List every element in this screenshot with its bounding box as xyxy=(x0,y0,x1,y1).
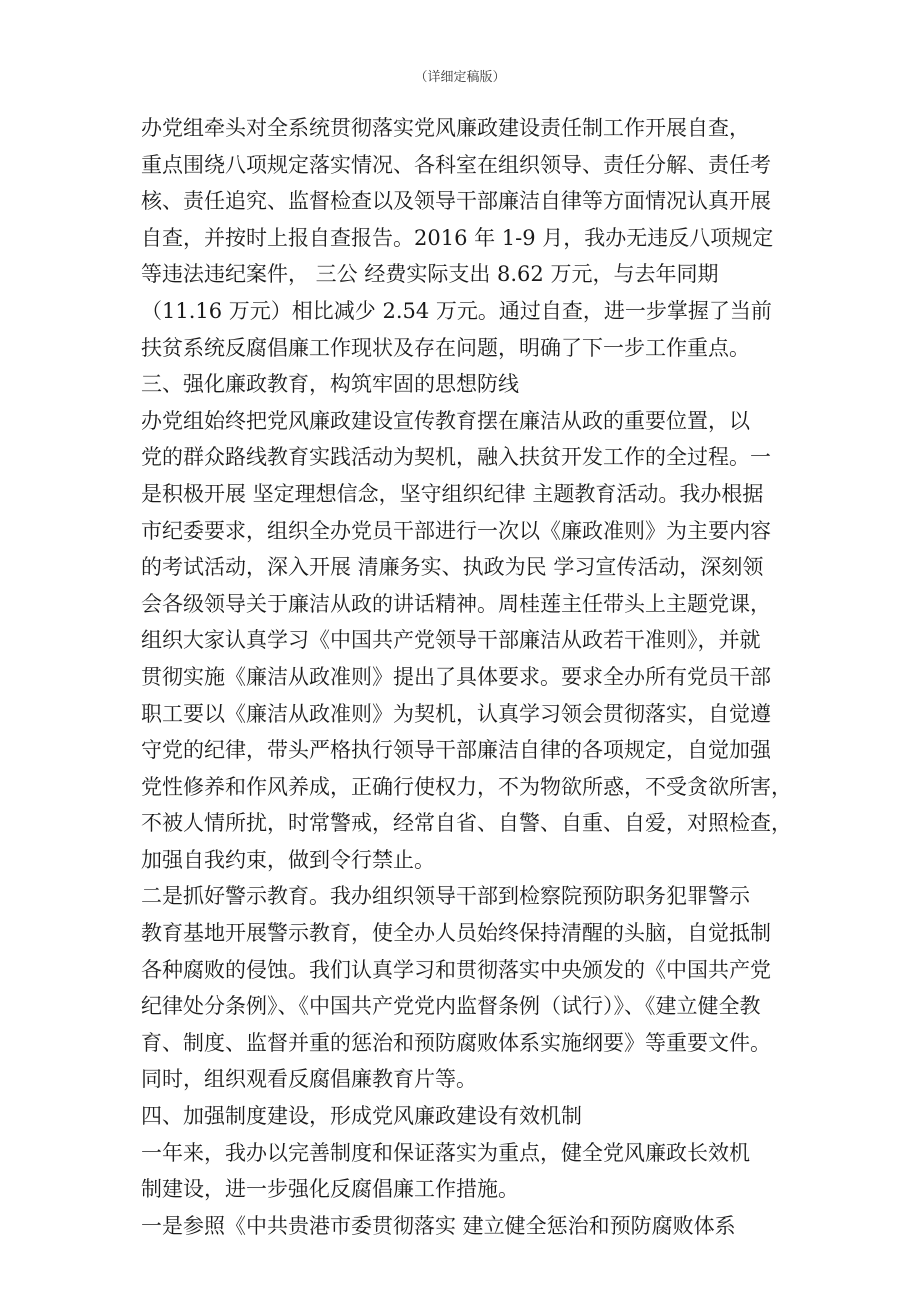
text-line: 三、强化廉政教育，构筑牢固的思想防线 xyxy=(141,372,519,397)
text-line: 各种腐败的侵蚀。我们认真学习和贯彻落实中央颁发的《中国共产党 xyxy=(141,957,771,982)
text-line: 制建设，进一步强化反腐倡廉工作措施。 xyxy=(141,1177,519,1202)
text-line: 二是抓好警示教育。我办组织领导干部到检察院预防职务犯罪警示 xyxy=(141,884,750,909)
text-line: 重点围绕八项规定落实情况、各科室在组织领导、责任分解、责任考 xyxy=(141,152,771,177)
text-line: 市纪委要求，组织全办党员干部进行一次以《廉政准则》为主要内容 xyxy=(141,518,771,543)
text-line: 四、加强制度建设，形成党风廉政建设有效机制 xyxy=(141,1104,582,1129)
text-line: （11.16 万元）相比减少 2.54 万元。通过自查，进一步掌握了当前 xyxy=(141,298,772,323)
text-line: 的考试活动，深入开展 清廉务实、执政为民 学习宣传活动，深刻领 xyxy=(141,555,764,580)
text-line: 组织大家认真学习《中国共产党领导干部廉洁从政若干准则》，并就 xyxy=(141,628,761,653)
text-line: 办党组牵头对全系统贯彻落实党风廉政建设责任制工作开展自查， xyxy=(141,116,750,140)
page-header: （详细定稿版） xyxy=(414,70,506,85)
text-line: 职工要以《廉洁从政准则》为契机，认真学习领会贯彻落实，自觉遵 xyxy=(141,701,771,726)
text-line: 一是参照《中共贵港市委贯彻落实 建立健全惩治和预防腐败体系 xyxy=(141,1213,736,1238)
document-body xyxy=(141,110,792,1244)
text-line: 一年来，我办以完善制度和保证落实为重点，健全党风廉政长效机 xyxy=(141,1140,750,1165)
text-line: 扶贫系统反腐倡廉工作现状及存在问题，明确了下一步工作重点。 xyxy=(141,335,750,360)
text-line: 加强自我约束，做到令行禁止。 xyxy=(141,847,435,872)
text-line: 是积极开展 坚定理想信念，坚守组织纪律 主题教育活动。我办根据 xyxy=(141,481,764,506)
text-line: 办党组始终把党风廉政建设宣传教育摆在廉洁从政的重要位置，以 xyxy=(141,408,750,433)
text-line: 同时，组织观看反腐倡廉教育片等。 xyxy=(141,1067,477,1092)
text-line: 核、责任追究、监督检查以及领导干部廉洁自律等方面情况认真开展 xyxy=(141,189,771,214)
text-line: 党性修养和作风养成，正确行使权力，不为物欲所惑，不受贪欲所害， xyxy=(141,774,792,799)
text-line: 贯彻实施《廉洁从政准则》提出了具体要求。要求全办所有党员干部 xyxy=(141,664,771,689)
text-line: 不被人情所扰，时常警戒，经常自省、自警、自重、自爱，对照检查， xyxy=(141,811,792,836)
text-line: 等违法违纪案件， 三公 经费实际支出 8.62 万元，与去年同期 xyxy=(141,262,719,287)
text-line: 会各级领导关于廉洁从政的讲话精神。周桂莲主任带头上主题党课， xyxy=(141,591,771,616)
text-line: 纪律处分条例》、《中国共产党党内监督条例（试行）》、《建立健全教 xyxy=(141,994,761,1019)
text-line: 守党的纪律，带头严格执行领导干部廉洁自律的各项规定，自觉加强 xyxy=(141,738,771,763)
text-line: 自查，并按时上报自查报告。2016 年 1-9 月，我办无违反八项规定 xyxy=(141,225,774,250)
text-line: 育、制度、监督并重的惩治和预防腐败体系实施纲要》等重要文件。 xyxy=(141,1030,771,1055)
text-line: 党的群众路线教育实践活动为契机，融入扶贫开发工作的全过程。一 xyxy=(141,445,771,470)
text-line: 教育基地开展警示教育，使全办人员始终保持清醒的头脑，自觉抵制 xyxy=(141,921,771,946)
